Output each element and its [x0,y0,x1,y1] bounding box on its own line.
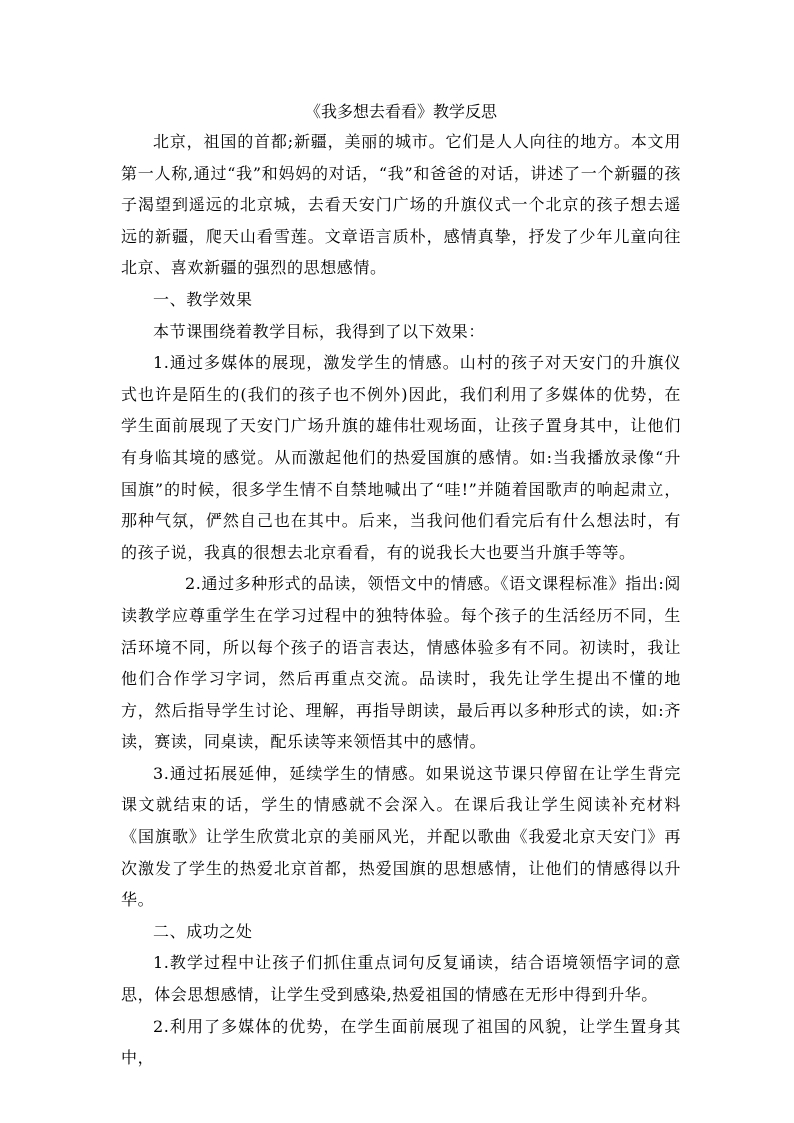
intro-paragraph: 北京，祖国的首都;新疆，美丽的城市。它们是人人向往的地方。本文用第一人称,通过“我”和妈妈的对话，“我”和爸爸的对话，讲述了一个新疆的孩子渴望到遥远的北京城，去看天安门广场的升旗仪式一个北京的孩子想去遥远的新疆，爬天山看雪莲。文章语言质朴，感情真挚，抒发了少年儿童向往北京、喜欢新疆的强烈的思想感情。 [121,132,681,278]
document-page [121,98,681,1074]
document-title: 《我多想去看看》教学反思 [304,102,497,121]
effect-point-1: 1.通过多媒体的展现，激发学生的情感。山村的孩子对天安门的升旗仪式也许是陌生的(我们的孩子也不例外)因此，我们利用了多媒体的优势，在学生面前展现了天安门广场升旗的雄伟壮观场面，让孩子置身其中，让他们有身临其境的感觉。从而激起他们的热爱国旗的感情。如:当我播放录像“升国旗”的时候，很多学生情不自禁地喊出了“哇!”并随着国歌声的响起肃立，那种气氛，俨然自己也在其中。后来，当我问他们看完后有什么想法时，有的孩子说，我真的很想去北京看看，有的说我长大也要当升旗手等等。 [121,353,681,562]
section-heading-success: 二、成功之处 [153,921,253,941]
section-heading-teaching-effect: 一、教学效果 [153,289,253,309]
effect-point-2: 2.通过多种形式的品读，领悟文中的情感。《语文课程标准》指出:阅读教学应尊重学生在学习过程中的独特体验。每个孩子的生活经历不同，生活环境不同，所以每个孩子的语言表达，情感体验多有不同。初读时，我让他们合作学习字词，然后再重点交流。品读时，我先让学生提出不懂的地方，然后指导学生讨论、理解，再指导朗读，最后再以多种形式的读，如:齐读，赛读，同桌读，配乐读等来领悟其中的感情。 [121,574,681,752]
effect-point-3: 3.通过拓展延伸，延续学生的情感。如果说这节课只停留在让学生背完课文就结束的话，学生的情感就不会深入。在课后我让学生阅读补充材料《国旗歌》让学生欣赏北京的美丽风光，并配以歌曲《我爱北京天安门》再次激发了学生的热爱北京首都，热爱国旗的思想感情，让他们的情感得以升华。 [121,763,681,910]
section-lead-paragraph: 本节课围绕着教学目标，我得到了以下效果： [153,321,486,341]
success-point-2: 2.利用了多媒体的优势，在学生面前展现了祖国的风貌，让学生置身其中， [121,1016,681,1068]
success-point-1: 1.教学过程中让孩子们抓住重点词句反复诵读，结合语境领悟字词的意思，体会思想感情，让学生受到感染,热爱祖国的情感在无形中得到升华。 [121,953,681,1005]
